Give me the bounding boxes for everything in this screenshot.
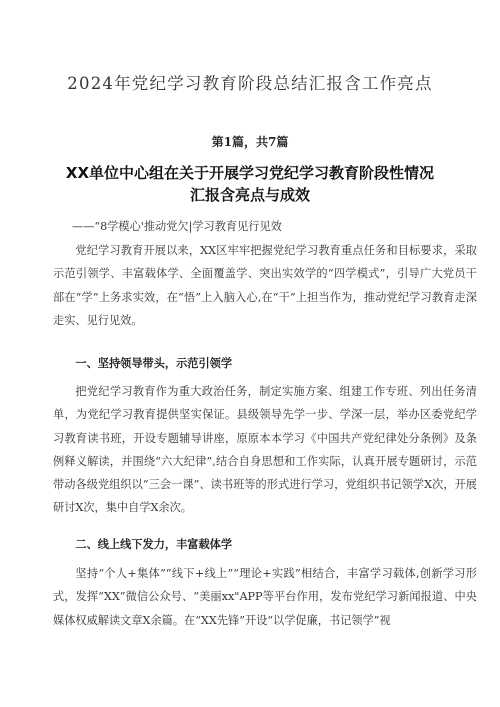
article-title: XX单位中心组在关于开展学习党纪学习教育阶段性情况汇报含亮点与成效 xyxy=(65,164,435,204)
document-main-title: 2024年党纪学习教育阶段总结汇报含工作亮点 xyxy=(67,74,433,93)
section-heading-2: 二、线上线下发力，丰富载体学 xyxy=(75,538,233,551)
section-heading-1: 一、坚持领导带头，示范引领学 xyxy=(75,357,233,370)
part-indicator: 第1篇，共7篇 xyxy=(211,135,289,149)
paragraph-section-2: 坚持“个人+集体”“线下+线上”“理论+实践”相结合，丰富学习载体,创新学习形式，发挥“XX”微信公众号、“美丽xx"APP等平台作用，发布党纪学习新闻报道、中央媒体权威解读文章X余篇。在“XX先锋”开设“以学促廉，书记领学”视 xyxy=(53,567,477,627)
paragraph-section-1: 把党纪学习教育作为重大政治任务，制定实施方案、组建工作专班、列出任务清单，为党纪学习教育提供坚实保证。县级领导先学一步、学深一层，举办区委党纪学习教育读书班，开设专题辅导讲座，原原本本学习《中国共产党纪律处分条例》及条例释义解读，并围绕“六大纪律”,结合自身思想和工作实际，认真开展专题研讨，示范带动各级党组织以“三会一课”、读书班等的形式进行学习，党组织书记领学X次，开展研讨X次，集中自学X余次。 xyxy=(53,385,477,515)
paragraph-intro: 党纪学习教育开展以来，XX区牢牢把握党纪学习教育重点任务和目标要求，采取示范引领学、丰富载体学、全面覆盖学、突出实效学的“四学模式”，引导广大党员干部在“学”上务求实效，在“悟”上入脑入心,在“干”上担当作为，推动党纪学习教育走深走实、见行见效。 xyxy=(53,244,477,327)
article-subtitle: ——“8学模心'推动党欠|学习教育见行见效 xyxy=(72,220,282,233)
